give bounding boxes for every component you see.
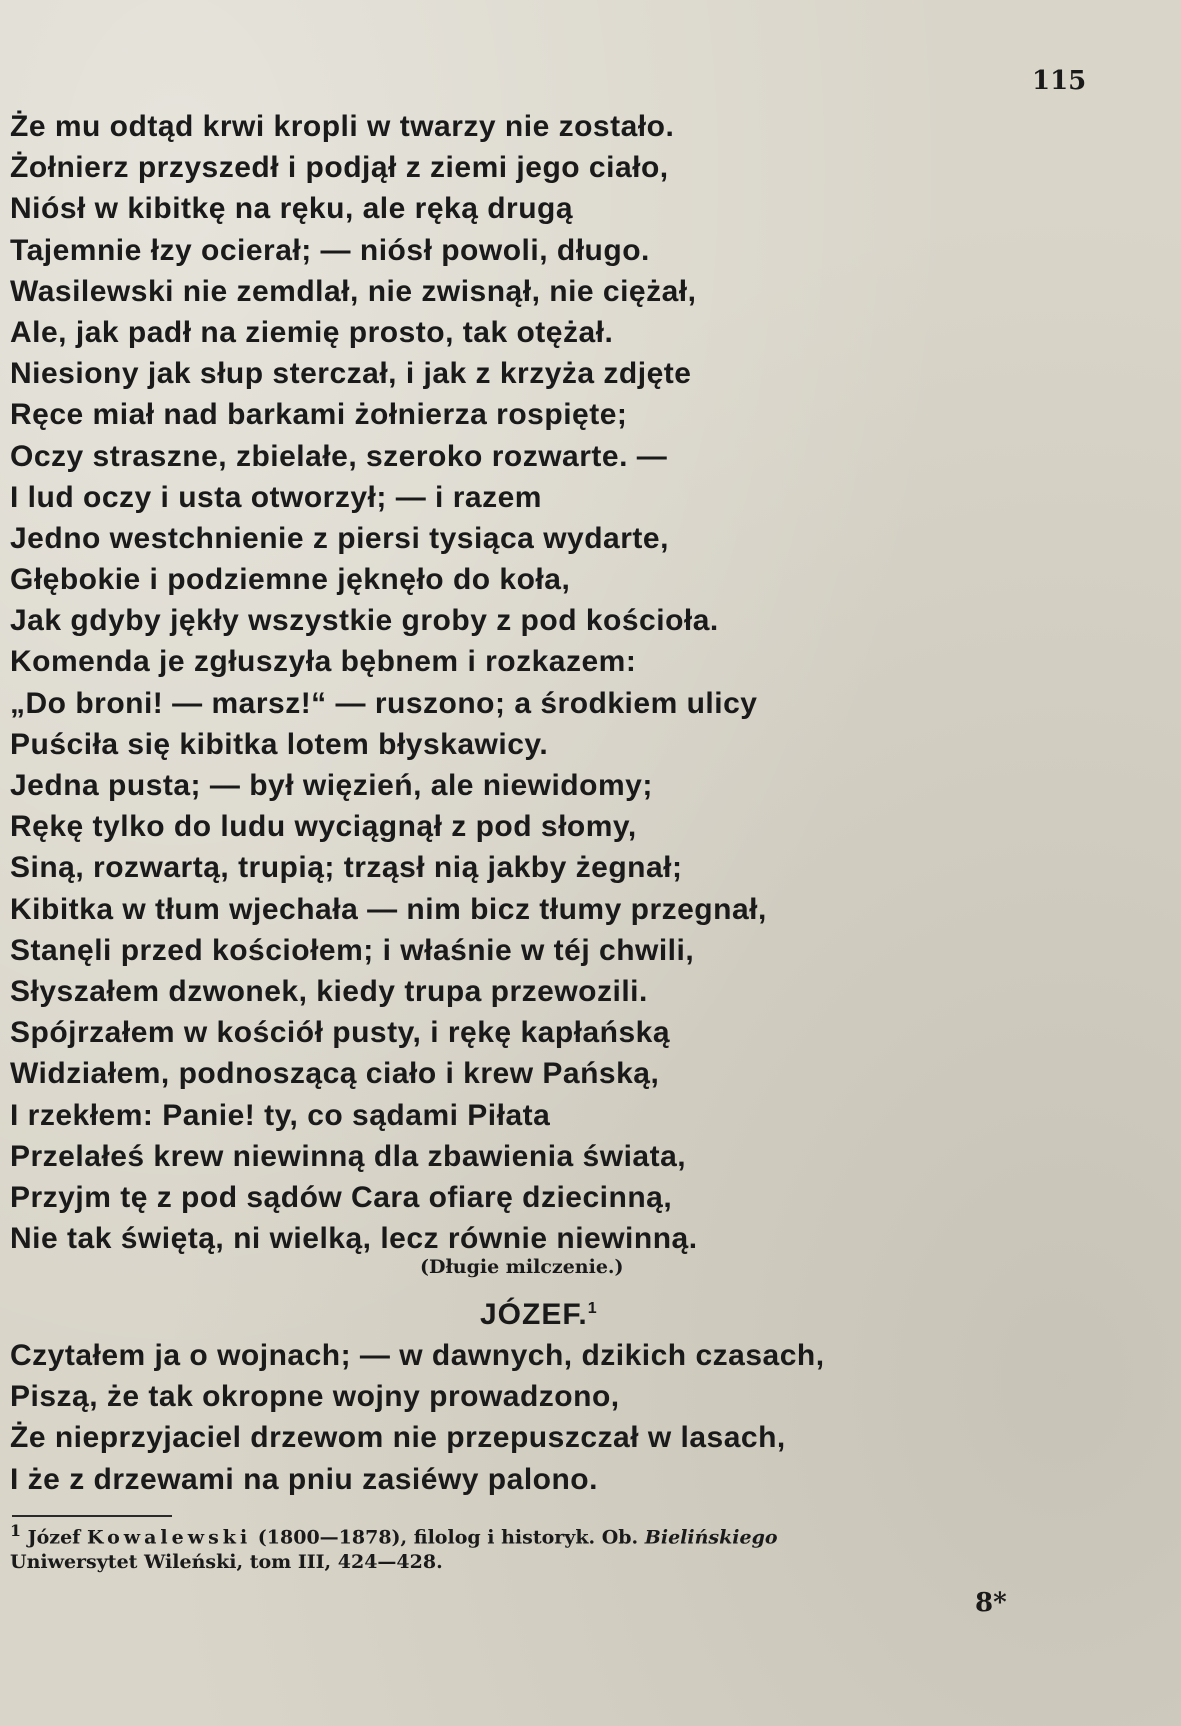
verse-line: Tajemnie łzy ocierał; — niósł powoli, długo. [10,233,650,267]
verse-line: Piszą, że tak okropne wojny prowadzono, [10,1380,620,1414]
verse-line: Żołnierz przyszedł i podjął z ziemi jego ciało, [10,151,669,185]
verse-line: Stanęli przed kościołem; i właśnie w téj chwili, [10,933,695,967]
verse-line: Jedna pusta; — był więzień, ale niewidomy; [10,769,653,802]
verse-line: I lud oczy i usta otworzył; — i razem [10,480,542,514]
footnote-line-1 [10,1518,1160,1550]
verse-line: Oczy straszne, zbielałe, szeroko rozwarte. — [10,439,668,473]
speaker-name: JÓZEF. [480,1298,588,1331]
verse-line: Przyjm tę z pod sądów Cara ofiarę dziecinną, [10,1180,673,1214]
page-number: 115 [1032,66,1087,96]
verse-line: Niósł w kibitkę na ręku, ale ręką drugą [10,192,574,226]
footnote-reference: 1 [587,1300,598,1317]
verse-line: Ręce miał nad barkami żołnierza rospięte; [10,398,628,432]
footnote [10,1518,1160,1575]
verse-block-2 [10,1335,1110,1500]
verse-line: Czytałem ja o wojnach; — w dawnych, dzikich czasach, [10,1339,825,1372]
verse-line: I że z drzewami na pniu zasiéwy palono. [10,1462,598,1496]
verse-line: Kibitka w tłum wjechała — nim bicz tłumy przegnał, [10,892,767,926]
verse-line: Spójrzałem w kościół pusty, i rękę kapłańską [10,1016,671,1050]
verse-line: Siną, rozwartą, trupią; trząsł nią jakby żegnał; [10,851,683,885]
verse-line: Rękę tylko do ludu wyciągnął z pod słomy, [10,810,637,844]
verse-line: Przelałeś krew niewinną dla zbawienia świata, [10,1139,687,1173]
verse-line: Ale, jak padł na ziemię prosto, tak otężał. [10,315,614,349]
verse-line: Jedno westchnienie z piersi tysiąca wydarte, [10,521,669,555]
verse-line: Niesiony jak słup sterczał, i jak z krzyża zdjęte [10,357,692,391]
verse-line: Głębokie i podziemne jęknęło do koła, [10,563,571,597]
footnote-first-name: Józef [27,1526,81,1549]
verse-line: Słyszałem dzwonek, kiedy trupa przewozili. [10,974,648,1008]
footnote-details: (1800—1878), filolog i historyk. Ob. [257,1526,639,1549]
verse-line: Jak gdyby jękły wszystkie groby z pod kościoła. [10,604,719,638]
verse-block-1 [10,106,1110,1259]
footnote-surname: Kowalewski [86,1526,252,1549]
footnote-work: Bielińskiego [644,1526,778,1549]
verse-line: Widziałem, podnoszącą ciało i krew Pańską, [10,1057,660,1091]
footnote-divider [12,1515,172,1517]
printer-signature: 8* [975,1588,1007,1618]
verse-line: „Do broni! — marsz!“ — ruszono; a środkiem ulicy [10,686,758,720]
verse-line: Że nieprzyjaciel drzewom nie przepuszczał w lasach, [10,1421,786,1455]
verse-line: Puściła się kibitka lotem błyskawicy. [10,727,549,761]
footnote-mark: 1 [10,1521,22,1540]
speaker-heading [480,1298,598,1332]
footnote-line-2: Uniwersytet Wileński, tom III, 424—428. [10,1551,443,1574]
verse-line: Wasilewski nie zemdlał, nie zwisnął, nie ciężał, [10,274,697,308]
verse-line: Że mu odtąd krwi kropli w twarzy nie zostało. [10,110,675,143]
stage-direction: (Długie milczenie.) [420,1256,624,1278]
verse-line: Komenda je zgłuszyła bębnem i rozkazem: [10,645,637,679]
verse-line: Nie tak świętą, ni wielką, lecz równie niewinną. [10,1222,698,1256]
verse-line: I rzekłem: Panie! ty, co sądami Piłata [10,1098,551,1132]
